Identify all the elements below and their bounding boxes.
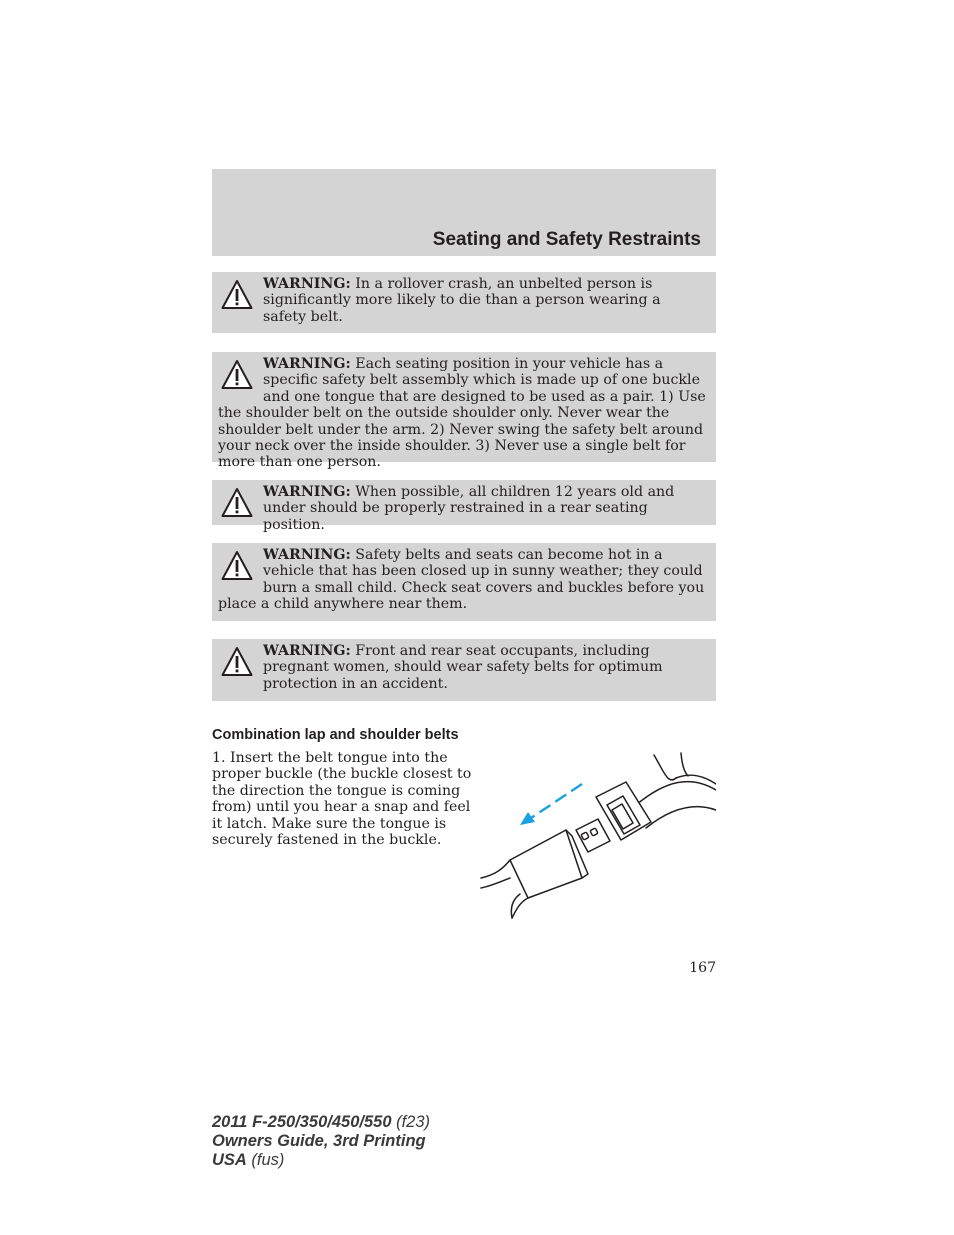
warning-lead: WARNING: (263, 276, 351, 292)
warning-box-children (212, 480, 716, 533)
belt-buckle-illustration (476, 750, 716, 920)
warning-lead: WARNING: (263, 643, 351, 659)
warning-triangle-icon (221, 359, 253, 391)
warning-box-belt-assembly (212, 352, 716, 471)
document-footer (212, 1113, 430, 1170)
warning-lead: WARNING: (263, 356, 351, 372)
warning-triangle-icon (221, 550, 253, 582)
warning-box-hot-belts (212, 543, 716, 621)
warning-lead: WARNING: (263, 484, 351, 500)
subsection-title: Combination lap and shoulder belts (212, 727, 459, 743)
footer-line-1: 2011 F-250/350/450/550 (f23) (212, 1113, 431, 1131)
warning-triangle-icon (221, 646, 253, 678)
warning-triangle-icon (221, 487, 253, 519)
warning-text: In a rollover crash, an unbelted person is significantly more likely to die than a person wearing a safety belt. (263, 276, 661, 325)
warning-text: Front and rear seat occupants, including pregnant women, should wear safety belts for optimum protection in an accident. (263, 643, 663, 692)
section-header (212, 169, 716, 256)
step-1-text: 1. Insert the belt tongue into the proper buckle (the buckle closest to the direction the tongue is coming from) until you hear a snap and feel it latch. Make sure the tongue is securely fastened in the buckle. (212, 750, 472, 849)
warning-text: When possible, all children 12 years old and under should be properly restrained in a rear seating position. (263, 484, 675, 533)
footer-line-2: Owners Guide, 3rd Printing (212, 1132, 426, 1150)
section-header-title: Seating and Safety Restraints (432, 229, 701, 250)
warning-lead: WARNING: (263, 547, 351, 563)
warning-text: Each seating position in your vehicle has a specific safety belt assembly which is made up of one buckle and one tongue that are designed to be used as a pair. 1) Use the shoulder belt on the outside shoulder only. Never wear the shoulder belt under the arm. 2) Never swing the safety belt around your neck over the inside shoulder. 3) Never use a single belt for more than one person. (218, 356, 706, 471)
warning-box-occupants (212, 639, 716, 701)
warning-triangle-icon (221, 279, 253, 311)
footer-line-3: USA (fus) (212, 1151, 285, 1169)
warning-box-rollover (212, 272, 716, 333)
warning-text: Safety belts and seats can become hot in a vehicle that has been closed up in sunny weather; they could burn a small child. Check seat covers and buckles before you place a child anywhere near them. (218, 547, 705, 613)
page-number: 167 (689, 960, 716, 976)
